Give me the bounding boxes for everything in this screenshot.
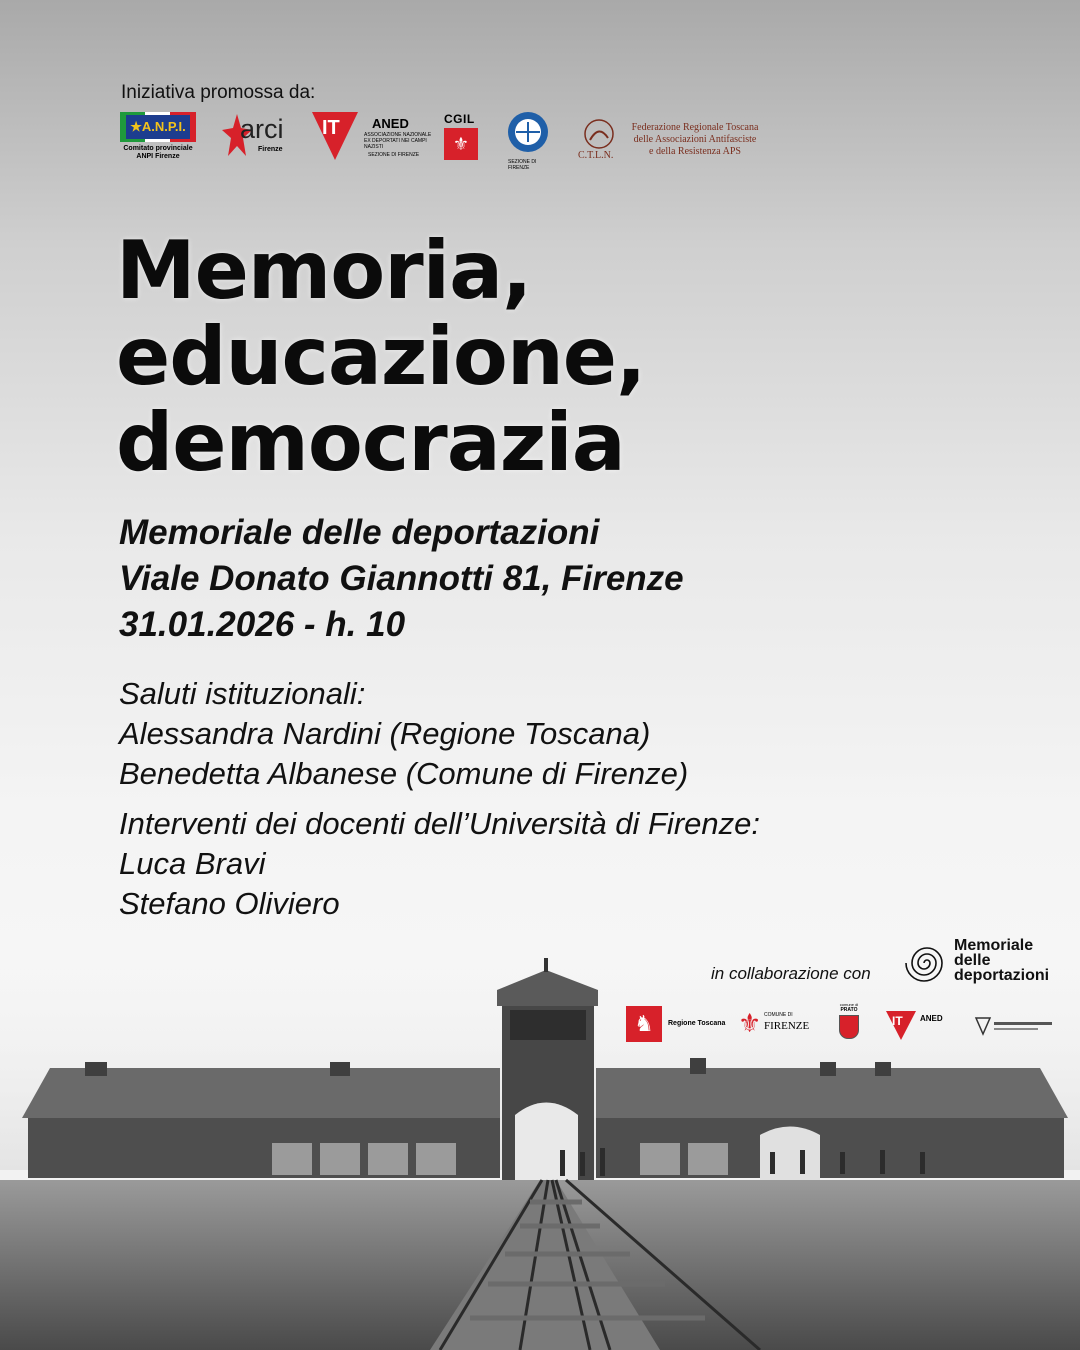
event-title	[116, 224, 646, 489]
triangle-icon	[886, 1010, 916, 1040]
triangle-icon	[312, 110, 358, 160]
title-line-3: democrazia	[116, 396, 625, 489]
anei-emblem-icon	[506, 110, 550, 154]
speaker-albanese: Benedetta Albanese (Comune di Firenze)	[119, 756, 689, 791]
pegasus-icon: ♞	[626, 1006, 662, 1042]
svg-text:IT: IT	[892, 1014, 903, 1028]
ctln-emblem-icon	[580, 118, 618, 150]
comune-firenze-logo: ⚜ COMUNE DI FIRENZE	[738, 1008, 810, 1038]
talks-label: Interventi dei docenti dell’Università di Firenze:	[119, 806, 760, 841]
title-line-2: educazione,	[116, 310, 646, 403]
speaker-bravi: Luca Bravi	[119, 846, 266, 881]
partner-logos	[620, 1002, 1060, 1052]
promo-label: Iniziativa promossa da:	[121, 82, 316, 103]
speaker-nardini: Alessandra Nardini (Regione Toscana)	[119, 716, 651, 751]
aned-logo: IT ANED ASSOCIAZIONE NAZIONALE EX DEPORTATI NEI CAMPI NAZISTI SEZIONE DI FIRENZE	[312, 110, 432, 166]
venue-address: Viale Donato Giannotti 81, Firenze	[119, 559, 684, 598]
comune-prato-logo: comune di PRATO	[832, 1002, 866, 1048]
greetings-label: Saluti istituzionali:	[119, 676, 366, 711]
fondazione-logo	[974, 1016, 1054, 1036]
venue-details	[119, 510, 684, 648]
arci-logo: arci Firenze	[222, 112, 302, 168]
fleur-de-lis-icon: ⚜	[738, 1008, 762, 1038]
venue-name: Memoriale delle deportazioni	[119, 513, 600, 552]
speakers-list	[119, 674, 760, 924]
fleur-de-lis-icon: ⚜	[444, 128, 478, 160]
svg-text:IT: IT	[322, 117, 340, 139]
spiral-icon	[904, 940, 950, 986]
prato-crest-icon	[839, 1015, 859, 1039]
cgil-logo: CGIL ⚜	[444, 112, 484, 168]
fondazione-emblem-icon	[974, 1016, 1054, 1036]
ctln-logo: C.T.L.N. Federazione Regionale Toscana delle Associazioni Antifasciste e della Resistenza APS	[578, 118, 778, 168]
regione-toscana-logo: ♞ Regione Toscana	[626, 1006, 726, 1046]
title-line-1: Memoria,	[116, 224, 532, 317]
memoriale-logo: Memoriale delle deportazioni	[904, 938, 1064, 990]
collaboration-label: in collaborazione con	[711, 964, 871, 983]
anpi-logo: ★A.N.P.I. Comitato provinciale ANPI Firenze	[120, 112, 200, 168]
aned-small-logo: IT ANED	[886, 1010, 956, 1044]
speaker-oliviero: Stefano Oliviero	[119, 886, 340, 921]
event-datetime: 31.01.2026 - h. 10	[119, 605, 406, 644]
promoters-logos	[120, 108, 780, 171]
anei-logo: SEZIONE DI FIRENZE	[506, 110, 556, 166]
